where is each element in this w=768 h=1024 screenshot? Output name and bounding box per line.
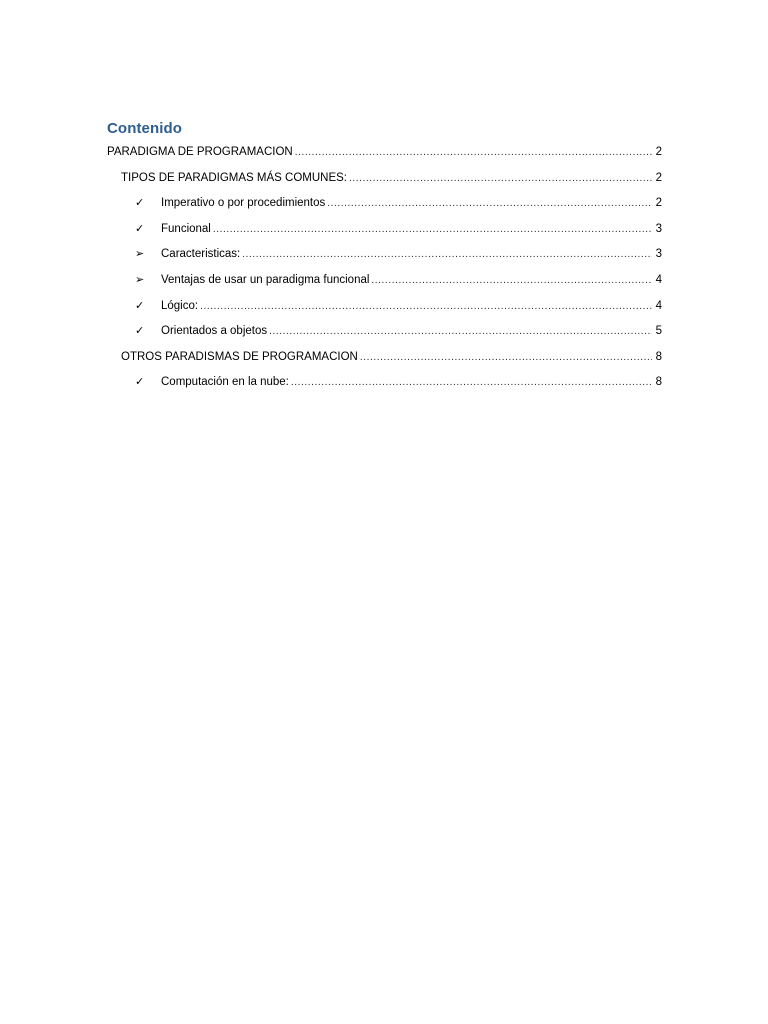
toc-page-number: 5 [655, 325, 662, 338]
toc-page-number: 2 [655, 197, 662, 210]
toc-entry-text: Imperativo o por procedimientos [161, 197, 326, 210]
toc-entry-text: Lógico: [161, 299, 199, 312]
toc-entry-text: Funcional [161, 222, 211, 235]
toc-entry-imperativo[interactable] [107, 195, 662, 221]
toc-entry-paradigma-de-programacion[interactable] [107, 144, 662, 170]
toc-entry-text: PARADIGMA DE PROGRAMACION [107, 146, 293, 158]
toc-entry-orientados-a-objetos[interactable] [107, 323, 662, 349]
dot-leader [360, 350, 652, 366]
toc-entry-text: Orientados a objetos [161, 325, 268, 338]
toc-entry-logico[interactable] [107, 298, 662, 324]
toc-list [107, 144, 662, 400]
checkmark-icon: ✓ [135, 375, 145, 389]
toc-page-number: 4 [655, 273, 662, 286]
checkmark-icon: ✓ [135, 324, 145, 338]
toc-entry-funcional[interactable] [107, 221, 662, 247]
dot-leader [295, 145, 652, 161]
dot-leader [269, 324, 652, 340]
toc-page-number: 8 [655, 376, 662, 389]
toc-heading: Contenido [107, 120, 183, 137]
toc-page-number: 2 [655, 171, 662, 184]
checkmark-icon: ✓ [135, 298, 145, 312]
checkmark-icon: ✓ [135, 196, 145, 210]
dot-leader [327, 196, 652, 212]
toc-entry-ventajas[interactable] [107, 272, 662, 298]
arrowhead-icon: ➢ [135, 247, 145, 261]
toc-entry-caracteristicas[interactable] [107, 246, 662, 272]
dot-leader [291, 375, 652, 391]
dot-leader [213, 222, 652, 238]
toc-page-number: 3 [655, 248, 662, 261]
dot-leader [200, 299, 652, 315]
toc-entry-tipos-de-paradigmas[interactable] [107, 170, 662, 196]
toc-entry-text: Computación en la nube: [161, 376, 289, 389]
dot-leader [371, 273, 652, 289]
toc-page-number: 4 [655, 299, 662, 312]
toc-page-number: 8 [655, 350, 662, 363]
toc-page-number: 3 [655, 222, 662, 235]
toc-entry-computacion-en-la-nube[interactable] [107, 374, 662, 400]
checkmark-icon: ✓ [135, 221, 145, 235]
toc-entry-text: TIPOS DE PARADIGMAS MÁS COMUNES: [121, 171, 347, 184]
toc-page-number: 2 [655, 146, 662, 158]
toc-entry-otros-paradismas[interactable] [107, 349, 662, 375]
dot-leader [242, 247, 652, 263]
dot-leader [349, 171, 652, 187]
toc-entry-text: Caracteristicas: [161, 248, 241, 261]
toc-entry-text: Ventajas de usar un paradigma funcional [161, 273, 370, 286]
toc-entry-text: OTROS PARADISMAS DE PROGRAMACION [121, 350, 358, 363]
arrowhead-icon: ➢ [135, 272, 145, 286]
